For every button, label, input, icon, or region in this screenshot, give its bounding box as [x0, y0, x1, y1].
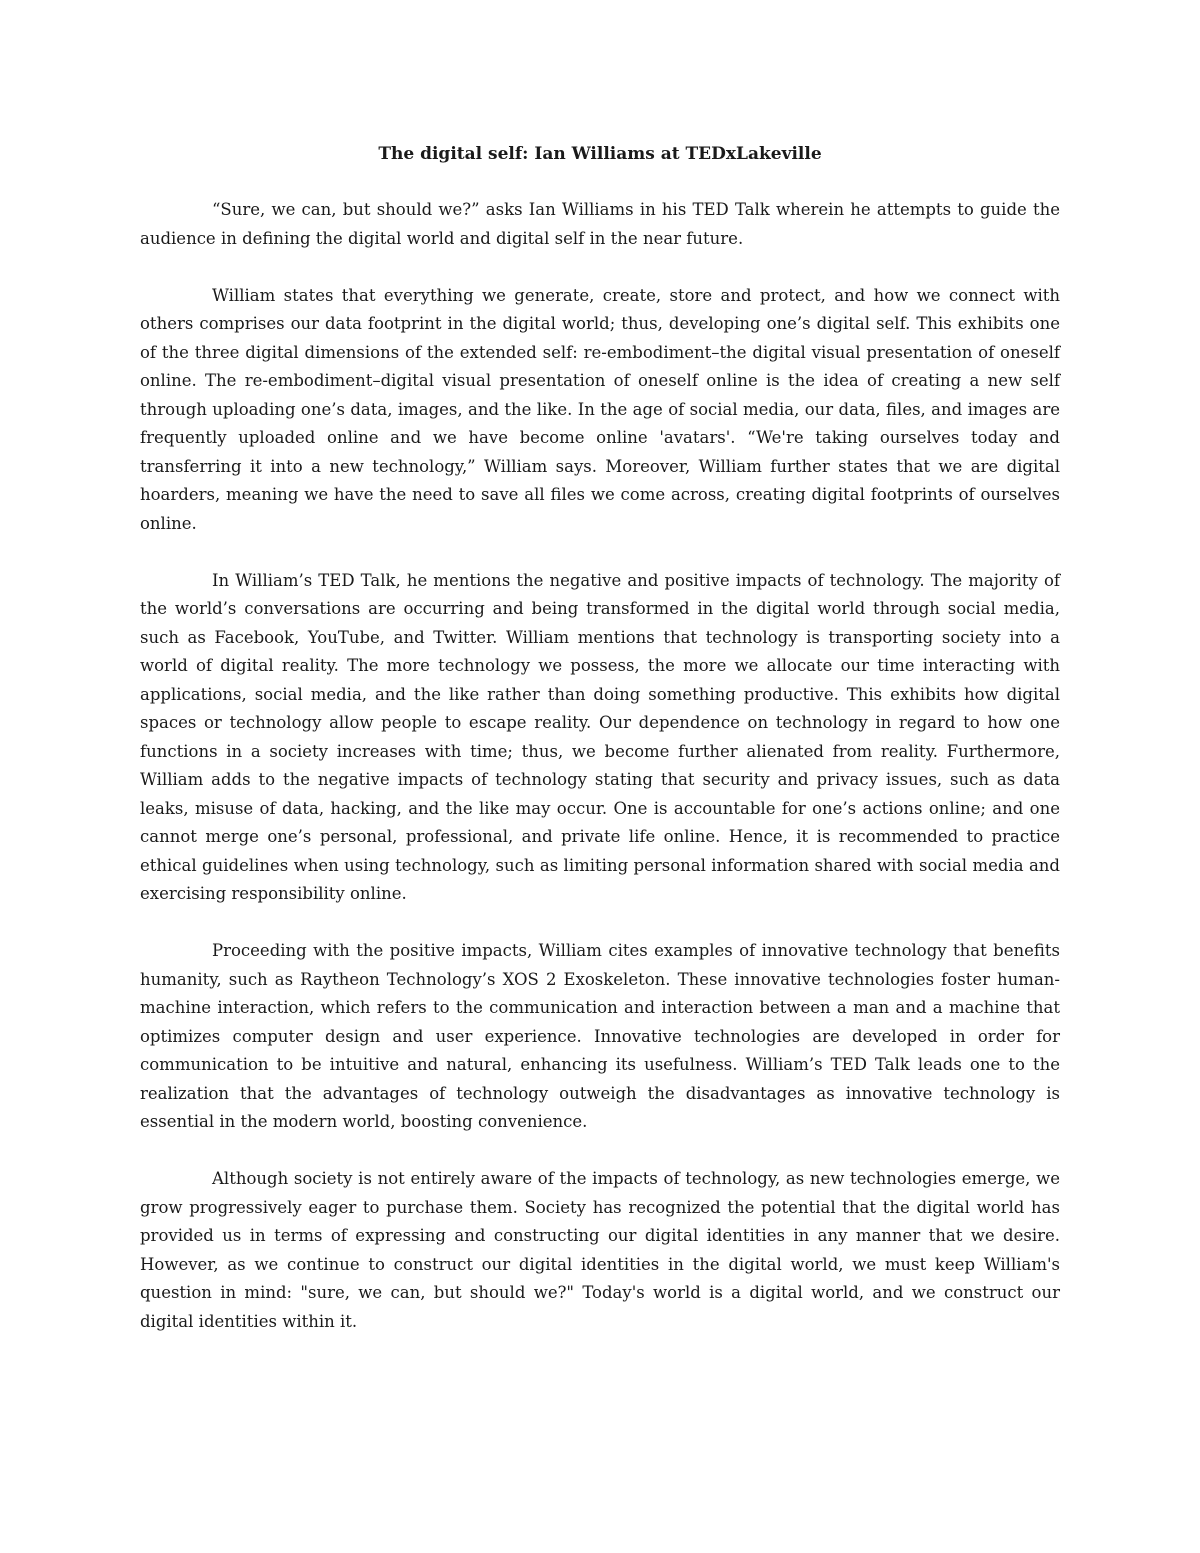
paragraph-positive-impacts: Proceeding with the positive impacts, William cites examples of innovative technology that benefits humanity, such as Raytheon Technology’s XOS 2 Exoskeleton. These innovative technologies foster human-machine interaction, which refers to the communication and interaction between a man and a machine that optimizes computer design and user experience. Innovative technologies are developed in order for communication to be intuitive and natural, enhancing its usefulness. William’s TED Talk leads one to the realization that the advantages of technology outweigh the disadvantages as innovative technology is essential in the modern world, boosting convenience. [140, 941, 1060, 1131]
paragraph-digital-footprint: William states that everything we generate, create, store and protect, and how we connect with others comprises our data footprint in the digital world; thus, developing one’s digital self. This exhibits one of the three digital dimensions of the extended self: re-embodiment–the digital visual presentation of oneself online. The re-embodiment–digital visual presentation of oneself online is the idea of creating a new self through uploading one’s data, images, and the like. In the age of social media, our data, files, and images are frequently uploaded online and we have become online 'avatars'. “We're taking ourselves today and transferring it into a new technology,” William says. Moreover, William further states that we are digital hoarders, meaning we have the need to save all files we come across, creating digital footprints of ourselves online. [140, 285, 1060, 533]
paragraph-negative-impacts: In William’s TED Talk, he mentions the negative and positive impacts of technology. The majority of the world’s conversations are occurring and being transformed in the digital world through social media, such as Facebook, YouTube, and Twitter. William mentions that technology is transporting society into a world of digital reality. The more technology we possess, the more we allocate our time interacting with applications, social media, and the like rather than doing something productive. This exhibits how digital spaces or technology allow people to escape reality. Our dependence on technology in regard to how one functions in a society increases with time; thus, we become further alienated from reality. Furthermore, William adds to the negative impacts of technology stating that security and privacy issues, such as data leaks, misuse of data, hacking, and the like may occur. One is accountable for one’s actions online; and one cannot merge one’s personal, professional, and private life online. Hence, it is recommended to practice ethical guidelines when using technology, such as limiting personal information shared with social media and exercising responsibility online. [140, 570, 1060, 903]
document-body [140, 140, 1060, 1336]
document-title: The digital self: Ian Williams at TEDxLakeville [378, 144, 822, 164]
paragraph-intro: “Sure, we can, but should we?” asks Ian Williams in his TED Talk wherein he attempts to guide the audience in defining the digital world and digital self in the near future. [140, 200, 1060, 248]
paragraph-conclusion: Although society is not entirely aware of the impacts of technology, as new technologies emerge, we grow progressively eager to purchase them. Society has recognized the potential that the digital world has provided us in terms of expressing and constructing our digital identities in any manner that we desire. However, as we continue to construct our digital identities in the digital world, we must keep William's question in mind: "sure, we can, but should we?" Today's world is a digital world, and we construct our digital identities within it. [140, 1169, 1060, 1331]
